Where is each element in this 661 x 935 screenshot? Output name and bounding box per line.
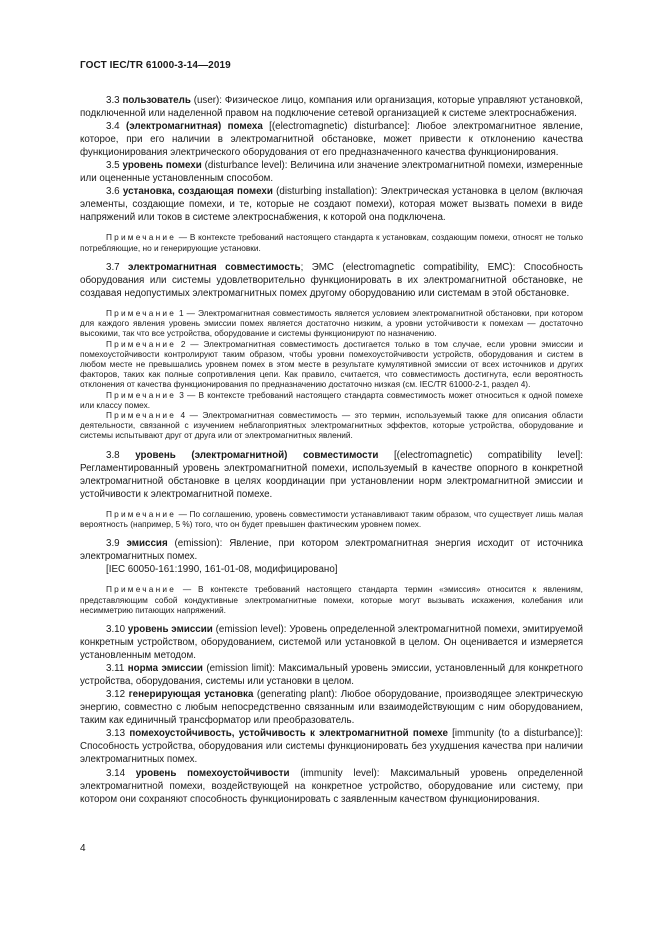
entry-3-6: 3.6 установка, создающая помехи (disturbing installation): Электрическая установка в целом (включая элементы, создающие помехи, и те, которые не создают помехи), которая может вызвать помехи в виде напряжений или токов в системе электроснабжения, к которой она подключена. [80, 186, 583, 224]
note-3-7-1: Примечание 1 — Электромагнитная совместимость является условием электромагнитной обстановки, при котором для каждого явления уровень эмиссии помех является достаточно низким, а уровни устойчивости к помехам — достаточно высокими, так что все устройства, оборудование и системы функционируют по назначению. [80, 308, 583, 339]
reference-3-9: [IEC 60050-161:1990, 161-01-08, модифицировано] [106, 564, 338, 576]
note-3-7-3: Примечание 3 — В контексте требований настоящего стандарта совместимость может относиться к одной помехе или классу помех. [80, 389, 583, 410]
note-3-7-2: Примечание 2 — Электромагнитная совместимость достигается только в том случае, если уровни эмиссии и помехоустойчивости контролируют таким образом, чтобы уровни помехоустойчивости устройств, оборудования и систем в любом месте не превышались уровнем помех в этом месте в результате кумулятивной эмиссии от всех источников и других факторов, таких как полные сопротивления цепи. Как правило, считается, что совместимость достигнута, если вероятность отклонения от качества функционирования по предназначению достаточно низкая (см. IEC/TR 61000-2-1, раздел 4). [80, 338, 583, 390]
entry-3-12: 3.12 генерирующая установка (generating plant): Любое оборудование, производящее электрическую энергию, совместно с любым непосредственно связанным или взаимодействующим с ним оборудованием, таким как единичный трансформатор или преобразователь. [80, 689, 583, 727]
entry-3-3: 3.3 пользователь (user): Физическое лицо, компания или организация, которые управляют установкой, подключенной или наделенной правом на подключение сетевой организацией к системе электроснабжения. [80, 95, 583, 120]
note-3-9: Примечание — В контексте требований настоящего стандарта термин «эмиссия» относится к явлениям, представляющим собой кондуктивные электромагнитные помехи, которые могут вызывать искажения, колебания или несимметрию питающих напряжений. [80, 584, 583, 615]
entry-3-5: 3.5 уровень помехи (disturbance level): Величина или значение электромагнитной помехи, измеренные или оцененные установленным способом. [80, 160, 583, 185]
entry-3-7: 3.7 электромагнитная совместимость; ЭМС (electromagnetic compatibility, EMC): Способность оборудования или системы удовлетворительно функционировать в их электромагнитной обстановке, не создавая недопустимых электромагнитных помех другому оборудованию или системам в этой обстановке. [80, 261, 583, 299]
entry-3-8: 3.8 уровень (электромагнитной) совместимости [(electromagnetic) compatibility level]: Регламентированный уровень электромагнитной помехи, используемый в качестве опорного в конкретной электромагнитной обстановке в целях координации при установлении норм электромагнитной эмиссии и устойчивости к электромагнитной помехе. [80, 449, 583, 500]
note-3-6: Примечание — В контексте требований настоящего стандарта к установкам, создающим помехи, относят не только потребляющие, но и генерирующие установки. [80, 232, 583, 253]
note-3-7-4: Примечание 4 — Электромагнитная совместимость — это термин, используемый также для описания области деятельности, связанной с изучением неблагоприятных электромагнитных эффектов, которые устройства, оборудование и системы испытывают друг от друга или от электромагнитных явлений. [80, 410, 583, 441]
entry-3-14: 3.14 уровень помехоустойчивости (immunity level): Максимальный уровень определенной электромагнитной помехи, воздействующей на конкретное устройство, оборудование или систему, при котором они сохраняют способность функционировать с заявленным качеством функционирования. [80, 767, 583, 805]
entry-3-10: 3.10 уровень эмиссии (emission level): Уровень определенной электромагнитной помехи, эмитируемой конкретным устройством, оборудованием, системой или установкой в целом. Он оценивается и измеряется установленным методом. [80, 624, 583, 662]
entry-3-11: 3.11 норма эмиссии (emission limit): Максимальный уровень эмиссии, установленный для конкретного устройства, оборудования, системы или установки в целом. [80, 663, 583, 688]
document-header: ГОСТ IEC/TR 61000-3-14—2019 [80, 60, 231, 71]
entry-3-9: 3.9 эмиссия (emission): Явление, при котором электромагнитная энергия исходит от источника электромагнитных помех. [80, 538, 583, 563]
page-number: 4 [80, 843, 86, 854]
entry-3-4: 3.4 (электромагнитная) помеха [(electromagnetic) disturbance]: Любое электромагнитное явление, которое, при его наличии в электромагнитной обстановке, может привести к отклонению качества функционирования электрического оборудования от его предназначенного качества функционирования. [80, 121, 583, 159]
document-body [80, 94, 583, 806]
note-3-8: Примечание — По соглашению, уровень совместимости устанавливают таким образом, что существует лишь малая вероятность (например, 5 %) того, что он будет превышен фактическим уровнем помех. [80, 508, 583, 530]
entry-3-13: 3.13 помехоустойчивость, устойчивость к электромагнитной помехе [immunity (to a disturbance)]: Способность устройства, оборудования или системы функционировать без ухудшения качества при наличии электромагнитных помех. [80, 728, 583, 766]
